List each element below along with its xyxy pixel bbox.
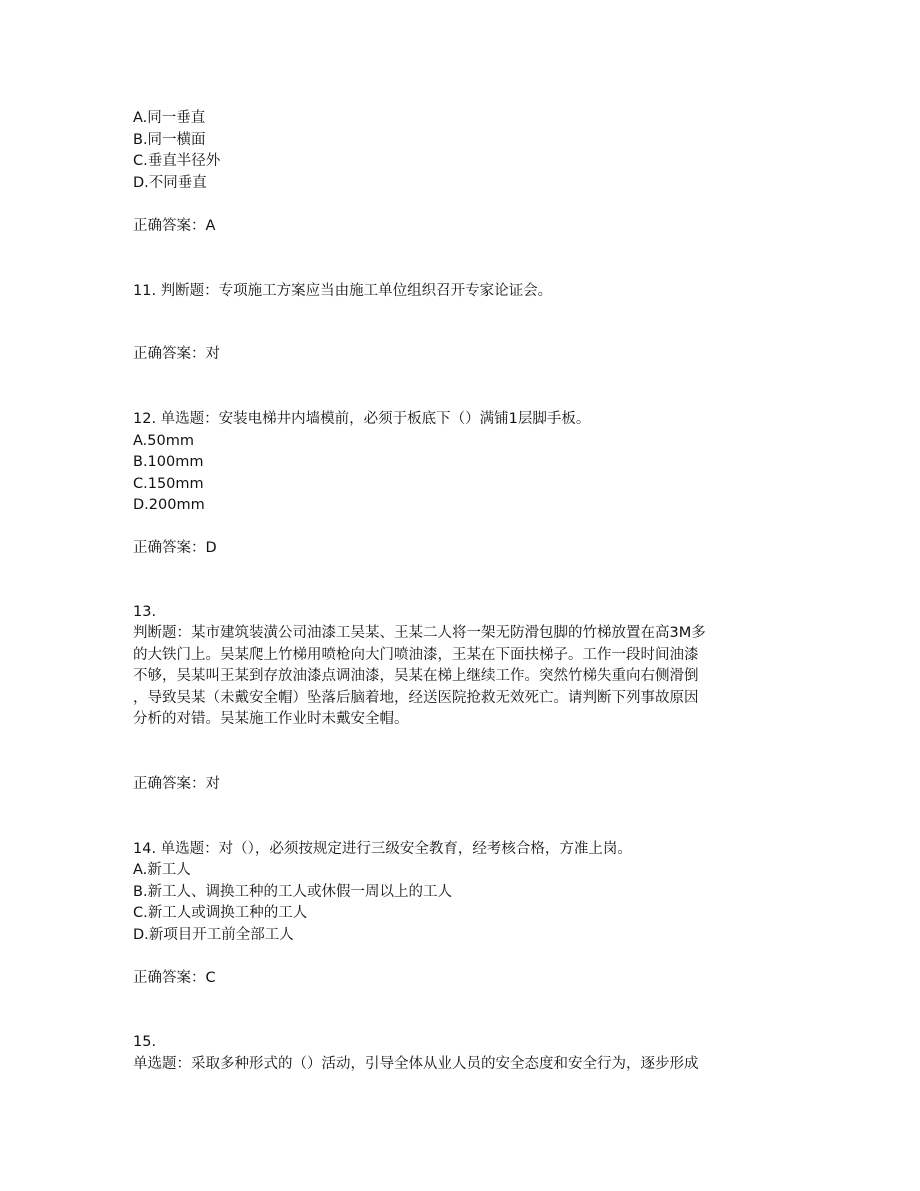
q13-line: 分析的对错。吴某施工作业时未戴安全帽。 — [133, 711, 409, 727]
q13-line: 不够，吴某叫王某到存放油漆点调油漆，吴某在梯上继续工作。突然竹梯失重向右侧滑倒 — [133, 668, 699, 684]
q13-answer: 正确答案：对 — [133, 776, 220, 792]
q14-text: 14. 单选题：对（），必须按规定进行三级安全教育，经考核合格，方准上岗。 — [133, 841, 632, 857]
prev-option-d: D.不同垂直 — [133, 175, 207, 191]
q13-line: 的大铁门上。吴某爬上竹梯用喷枪向大门喷油漆，王某在下面扶梯子。工作一段时间油漆 — [133, 646, 699, 663]
q14-answer: 正确答案：C — [133, 970, 216, 986]
q12-option-a: A.50mm — [133, 433, 194, 449]
prev-option-a: A.同一垂直 — [133, 110, 206, 126]
q11-text: 11. 判断题：专项施工方案应当由施工单位组织召开专家论证会。 — [133, 283, 553, 299]
q11-answer: 正确答案：对 — [133, 346, 220, 362]
q14-option-b: B.新工人、调换工种的工人或休假一周以上的工人 — [133, 884, 453, 900]
q15-number: 15. — [133, 1034, 157, 1050]
prev-option-b: B.同一横面 — [133, 132, 206, 148]
q12-option-d: D.200mm — [133, 497, 205, 513]
q12-option-b: B.100mm — [133, 454, 204, 470]
q13-line: 判断题：某市建筑装潢公司油漆工吴某、王某二人将一架无防滑包脚的竹梯放置在高3M多 — [133, 625, 706, 641]
q13-body — [133, 623, 793, 731]
q13-number: 13. — [133, 604, 157, 620]
q14-option-c: C.新工人或调换工种的工人 — [133, 905, 308, 921]
q14-option-d: D.新项目开工前全部工人 — [133, 927, 294, 943]
q12-answer: 正确答案：D — [133, 540, 217, 556]
prev-answer: 正确答案：A — [133, 218, 216, 234]
q13-line: ，导致吴某（未戴安全帽）坠落后脑着地，经送医院抢救无效死亡。请判断下列事故原因 — [133, 689, 699, 706]
prev-option-c: C.垂直半径外 — [133, 153, 221, 169]
q12-option-c: C.150mm — [133, 476, 204, 492]
q14-option-a: A.新工人 — [133, 862, 191, 878]
q15-text: 单选题：采取多种形式的（）活动，引导全体从业人员的安全态度和安全行为，逐步形成 — [133, 1056, 699, 1072]
q12-text: 12. 单选题：安装电梯井内墙模前，必须于板底下（）满铺1层脚手板。 — [133, 411, 591, 427]
